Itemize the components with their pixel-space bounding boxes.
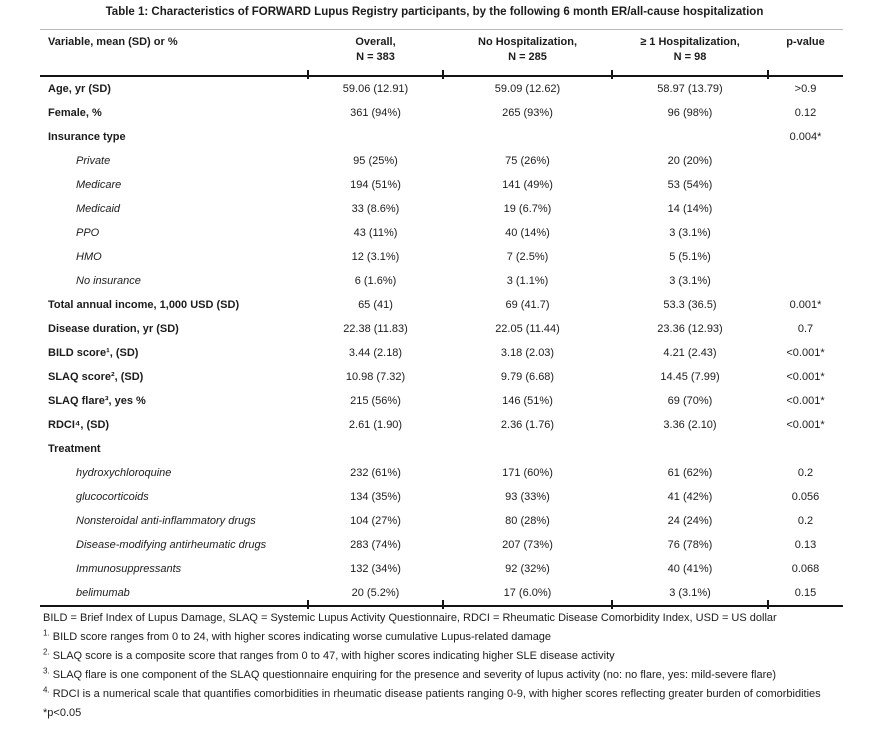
footnote-slaq-flare: $^{3.}$ SLAQ flare is one component of the SLAQ questionnaire enquiring for the presence and severity of lupus activity (no: no flare, yes: mild-severe flare) [43,666,777,681]
table-row-insurance-type [40,125,843,149]
row-label: Total annual income, 1,000 USD (SD) [48,299,240,311]
cell-overall: 283 (74%) [350,539,401,551]
table-row-nsaids [40,509,843,533]
cell-no-hospitalization: 59.09 (12.62) [494,83,561,95]
cell-overall: 104 (27%) [350,515,401,527]
cell-overall: 22.38 (11.83) [343,323,408,335]
row-label: Immunosuppressants [76,563,182,575]
cell-no-hospitalization: 22.05 (11.44) [495,323,560,335]
column-header-hospitalization: ≥ 1 Hospitalization, N = 98 [640,36,740,63]
row-label: Private [76,155,111,167]
cell-hospitalization: 61 (62%) [667,467,713,479]
cell-no-hospitalization: 3.18 (2.03) [500,347,555,359]
cell-overall: 2.61 (1.90) [348,419,403,431]
cell-overall: 6 (1.6%) [354,275,397,287]
row-label: No insurance [76,275,141,287]
row-label: hydroxychloroquine [76,467,172,479]
cell-no-hospitalization: 207 (73%) [502,539,553,551]
row-label: Disease duration, yr (SD) [48,323,179,335]
cell-hospitalization: 3 (3.1%) [669,587,711,599]
table-row-hydroxychloroquine [40,461,843,485]
cell-overall: 12 (3.1%) [351,251,400,263]
cell-no-hospitalization: 7 (2.5%) [506,251,549,263]
cell-pvalue: 0.004* [789,131,822,143]
footnote-significance: *p<0.05 [43,707,82,719]
cell-hospitalization: 3 (3.1%) [669,227,711,239]
row-label: SLAQ flare³, yes % [48,395,146,407]
column-divider-tick [611,600,613,609]
cell-overall: 10.98 (7.32) [345,371,406,383]
row-label: RDCI⁴, (SD) [48,419,110,431]
cell-no-hospitalization: 3 (1.1%) [506,275,549,287]
table-row-medicare [40,173,843,197]
row-label: Medicare [76,179,122,191]
cell-overall: 3.44 (2.18) [348,347,403,359]
row-label: Nonsteroidal anti-inflammatory drugs [76,515,256,527]
cell-hospitalization: 5 (5.1%) [669,251,711,263]
cell-hospitalization: 69 (70%) [667,395,713,407]
cell-no-hospitalization: 40 (14%) [505,227,550,239]
cell-overall: 33 (8.6%) [351,203,400,215]
cell-hospitalization: 23.36 (12.93) [657,323,723,335]
row-label: Insurance type [48,131,126,143]
row-label: glucocorticoids [76,491,149,503]
table-row-slaq-flare [40,389,843,413]
column-divider-tick [767,70,769,79]
cell-pvalue: 0.001* [789,299,822,311]
row-label: PPO [76,227,100,239]
row-label: Disease-modifying antirheumatic drugs [76,539,267,551]
table-row-hmo [40,245,843,269]
column-divider-tick [307,70,309,79]
cell-no-hospitalization: 80 (28%) [505,515,550,527]
cell-hospitalization: 14 (14%) [667,203,713,215]
column-divider-tick [442,70,444,79]
cell-overall: 232 (61%) [350,467,401,479]
cell-hospitalization: 58.97 (13.79) [657,83,723,95]
cell-pvalue: >0.9 [794,83,817,95]
row-label: SLAQ score², (SD) [48,371,144,383]
row-label: Medicaid [76,203,121,215]
cell-pvalue: 0.12 [794,107,817,119]
cell-overall: 59.06 (12.91) [342,83,409,95]
table-row-bild-score [40,341,843,365]
footnote-rdci: $^{4.}$ RDCI is a numerical scale that quantifies comorbidities in rheumatic disease patients ranging 0-9, with higher scores reflecting greater burden of comorbidities [43,685,821,700]
cell-overall: 95 (25%) [353,155,398,167]
cell-pvalue: 0.7 [797,323,814,335]
cell-hospitalization: 53.3 (36.5) [663,299,717,311]
cell-pvalue: 0.13 [794,539,817,551]
cell-overall: 132 (34%) [350,563,401,575]
table-row-private [40,149,843,173]
cell-pvalue: 0.15 [794,587,817,599]
table-row-no-insurance [40,269,843,293]
cell-pvalue: <0.001* [786,395,825,407]
table-row-medicaid [40,197,843,221]
cell-no-hospitalization: 69 (41.7) [505,299,550,311]
row-label: Treatment [48,443,101,455]
cell-hospitalization: 3.36 (2.10) [663,419,717,431]
column-header-pvalue: p-value [786,36,825,48]
cell-hospitalization: 40 (41%) [667,563,713,575]
cell-overall: 134 (35%) [350,491,401,503]
cell-no-hospitalization: 92 (32%) [505,563,550,575]
cell-pvalue: <0.001* [786,371,825,383]
table-row-glucocorticoids [40,485,843,509]
table-body [40,77,843,607]
cell-pvalue: <0.001* [786,347,825,359]
cell-pvalue: <0.001* [786,419,825,431]
cell-pvalue: 0.056 [791,491,820,503]
row-label: Female, % [48,107,102,119]
cell-hospitalization: 14.45 (7.99) [660,371,720,383]
cell-pvalue: 0.2 [797,515,814,527]
row-label: HMO [76,251,102,263]
cell-hospitalization: 24 (24%) [667,515,713,527]
cell-overall: 65 (41) [358,299,393,311]
cell-no-hospitalization: 141 (49%) [502,179,553,191]
cell-no-hospitalization: 93 (33%) [505,491,550,503]
cell-no-hospitalization: 146 (51%) [502,395,553,407]
row-label: belimumab [76,587,130,599]
table-title: Table 1: Characteristics of FORWARD Lupus Registry participants, by the following 6 month ER/all-cause hospitalization [105,6,764,18]
column-divider-tick [442,600,444,609]
table-row-treatment [40,437,843,461]
column-header-no-hospitalization: No Hospitalization, N = 285 [478,36,577,63]
cell-pvalue: 0.2 [797,467,814,479]
table-row-age [40,77,843,101]
cell-hospitalization: 3 (3.1%) [669,275,711,287]
table-row-income [40,293,843,317]
cell-overall: 361 (94%) [350,107,401,119]
column-header-variable: Variable, mean (SD) or % [48,36,178,48]
table-row-disease-duration [40,317,843,341]
table-row-ppo [40,221,843,245]
footnote-slaq-score: $^{2.}$ SLAQ score is a composite score that ranges from 0 to 47, with higher scores indicating higher SLE disease activity [43,647,615,662]
footnotes [43,609,847,723]
table-row-immunosuppressants [40,557,843,581]
cell-no-hospitalization: 75 (26%) [505,155,550,167]
footnote-abbreviations: BILD = Brief Index of Lupus Damage, SLAQ = Systemic Lupus Activity Questionnaire, RDCI = Rheumatic Disease Comorbidity Index, USD = US dollar [43,612,777,624]
cell-no-hospitalization: 19 (6.7%) [503,203,552,215]
cell-no-hospitalization: 265 (93%) [502,107,553,119]
table-row-rdci [40,413,843,437]
cell-hospitalization: 4.21 (2.43) [663,347,717,359]
cell-overall: 194 (51%) [350,179,401,191]
cell-hospitalization: 53 (54%) [667,179,713,191]
cell-hospitalization: 96 (98%) [667,107,713,119]
cell-overall: 43 (11%) [353,227,398,239]
cell-no-hospitalization: 9.79 (6.68) [500,371,555,383]
cell-no-hospitalization: 171 (60%) [502,467,553,479]
column-divider-tick [307,600,309,609]
cell-no-hospitalization: 17 (6.0%) [503,587,552,599]
cell-no-hospitalization: 2.36 (1.76) [500,419,555,431]
table-row-dmards [40,533,843,557]
cell-overall: 20 (5.2%) [351,587,400,599]
column-header-overall: Overall, N = 383 [355,36,396,63]
cell-hospitalization: 20 (20%) [667,155,713,167]
table-row-female [40,101,843,125]
row-label: Age, yr (SD) [48,83,111,95]
data-table [40,29,843,607]
column-divider-tick [611,70,613,79]
table-row-slaq-score [40,365,843,389]
column-divider-tick [767,600,769,609]
cell-pvalue: 0.068 [791,563,820,575]
row-label: BILD score¹, (SD) [48,347,139,359]
cell-overall: 215 (56%) [350,395,401,407]
footnote-bild: $^{1.}$ BILD score ranges from 0 to 24, with higher scores indicating worse cumulative Lupus-related damage [43,628,552,643]
cell-hospitalization: 41 (42%) [667,491,713,503]
cell-hospitalization: 76 (78%) [667,539,713,551]
